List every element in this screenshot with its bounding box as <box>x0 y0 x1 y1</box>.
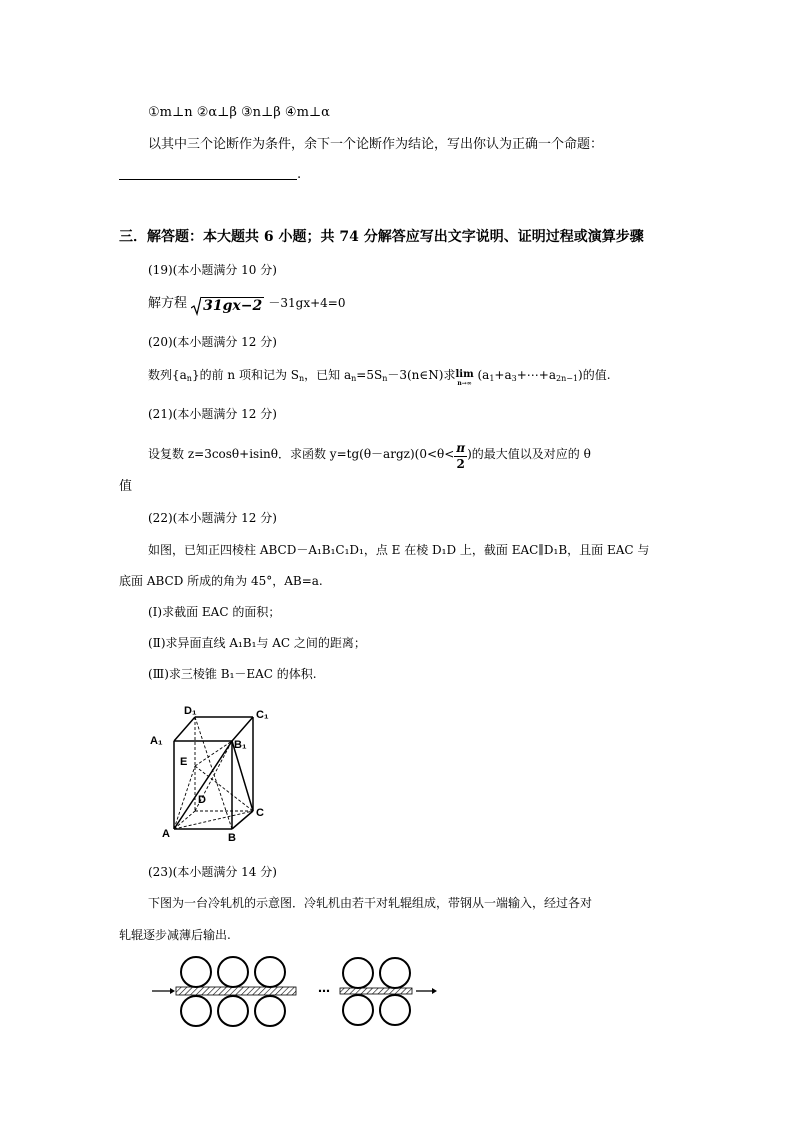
hidden-EB1 <box>195 741 232 766</box>
q19-header: (19)(本小题满分 10 分) <box>148 263 277 277</box>
label-A: A <box>162 828 170 840</box>
q19-equation: 解方程 31gx−2 －31gx+4=0 <box>148 296 346 314</box>
q20-text: 数列$\{a_n\}$的前 n 项和记为 $S_n$，已知 $a_n=5S_n-3(n\in N)$求 lim n→∞ $(a_1+a_3+\cdots+a_{2n-1})$的值. <box>148 368 611 387</box>
q18-answer-line: . <box>119 166 301 184</box>
roller-top-3 <box>255 957 285 987</box>
roller-bottom-3 <box>255 996 285 1026</box>
q21-header: (21)(本小题满分 12 分) <box>148 407 277 421</box>
q22-part2: (Ⅱ)求异面直线 A₁B₁与 AC 之间的距离； <box>148 636 366 650</box>
limit-symbol: lim n→∞ <box>455 369 474 387</box>
label-C: C <box>256 807 264 819</box>
q23-line2: 轧辊逐步减薄后输出. <box>119 928 231 942</box>
label-B: B <box>228 832 236 844</box>
hidden-AE <box>174 766 195 829</box>
q18-instruction: 以其中三个论断作为条件，余下一个论断作为结论，写出你认为正确一个命题： <box>148 137 604 152</box>
q22-part1: (Ⅰ)求截面 EAC 的面积； <box>148 605 281 619</box>
label-E: E <box>180 756 188 768</box>
roller-bottom-1 <box>181 996 211 1026</box>
q22-part3: (Ⅲ)求三棱锥 B₁－EAC 的体积. <box>148 667 317 681</box>
answer-blank <box>119 167 297 180</box>
label-D1: D₁ <box>184 705 197 717</box>
radical-sign <box>191 296 201 316</box>
rolling-mill-figure <box>148 952 448 1032</box>
edge-AB1 <box>174 741 232 829</box>
q23-line1: 下图为一台冷轧机的示意图．冷轧机由若干对轧辊组成，带钢从一端输入，经过各对 <box>148 896 593 910</box>
ellipsis: ⋯ <box>318 984 330 998</box>
roller-top-2 <box>218 957 248 987</box>
roller-top-n1 <box>343 958 373 988</box>
hidden-D1B <box>195 717 232 829</box>
steel-strip-left <box>176 987 296 995</box>
edge-B1C <box>232 741 253 811</box>
q23-header: (23)(本小题满分 14 分) <box>148 865 277 879</box>
q21-continuation: 值 <box>119 479 133 494</box>
radicand: 31gx−2 <box>203 298 263 314</box>
q22-line2: 底面 ABCD 所成的角为 45°，AB=a. <box>119 574 323 588</box>
roller-top-1 <box>181 957 211 987</box>
q20-header: (20)(本小题满分 12 分) <box>148 335 277 349</box>
q18-statements: ①m⊥n ②α⊥β ③n⊥β ④m⊥α <box>148 105 330 120</box>
q22-line1: 如图，已知正四棱柱 ABCD－A₁B₁C₁D₁，点 E 在棱 D₁D 上，截面 EAC∥D₁B，且面 EAC 与 <box>148 543 650 557</box>
section-heading: 三．解答题：本大题共 6 小题；共 74 分解答应写出文字说明、证明过程或演算步骤 <box>119 229 644 245</box>
roller-bottom-n2 <box>380 995 410 1025</box>
q22-header: (22)(本小题满分 12 分) <box>148 511 277 525</box>
label-D: D <box>198 794 206 806</box>
label-A1: A₁ <box>150 735 163 747</box>
steel-strip-right <box>340 988 412 994</box>
roller-bottom-2 <box>218 996 248 1026</box>
label-B1: B₁ <box>234 739 247 751</box>
label-C1: C₁ <box>256 709 269 721</box>
pi-over-2-fraction: $\frac{\pi}{2}$ <box>456 441 466 471</box>
roller-top-n2 <box>380 958 410 988</box>
sqrt-symbol <box>191 296 264 316</box>
prism-figure <box>140 696 280 846</box>
q21-text: 设复数 z=3cosθ+isinθ．求函数 y=tg(θ－argz)(0<θ< $\frac{\pi}{2}$ )的最大值以及对应的 θ <box>148 441 591 471</box>
edge-B1C1 <box>232 717 253 741</box>
hidden-AC <box>174 811 253 829</box>
roller-bottom-n1 <box>343 995 373 1025</box>
edge-A1D1 <box>174 717 195 741</box>
